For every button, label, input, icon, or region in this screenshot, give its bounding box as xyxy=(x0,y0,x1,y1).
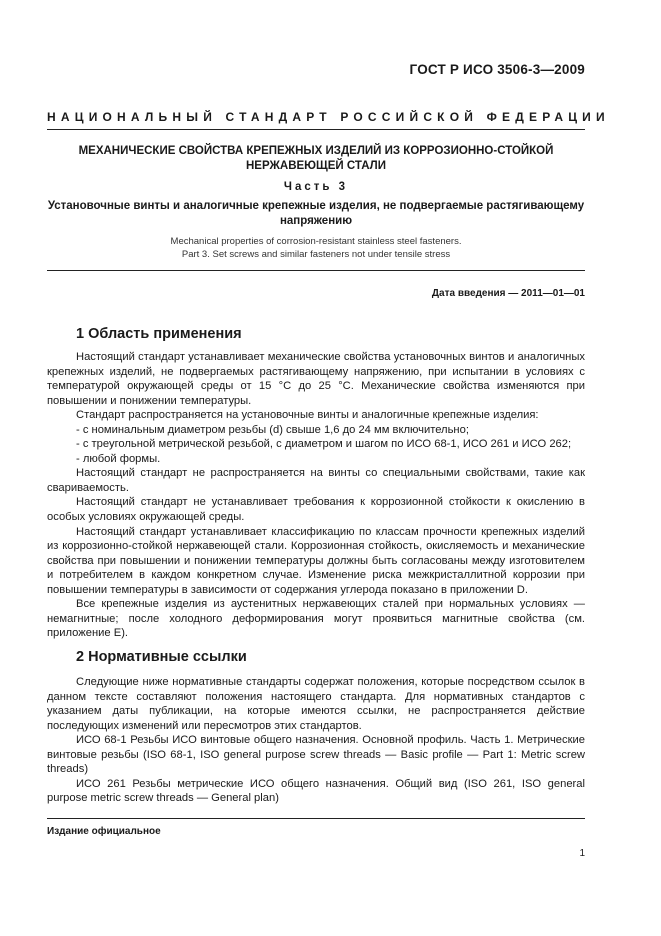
english-title xyxy=(47,235,585,261)
document-subtitle: Установочные винты и аналогичные крепежные изделия, не подвергаемые растягивающему напряжению xyxy=(47,200,585,227)
paragraph: Настоящий стандарт не устанавливает требования к коррозионной стойкости к окислению в особых условиях окружающей среды. xyxy=(47,496,585,524)
page-number: 1 xyxy=(579,848,585,859)
english-title-line-2: Part 3. Set screws and similar fasteners not under tensile stress xyxy=(181,249,451,260)
paragraph: Настоящий стандарт устанавливает классификацию по классам прочности крепежных изделий из коррозионно-стойкой нержавеющей стали. Коррозионная стойкость, окисляемость и механические свойства при повышении и понижении температуры должны быть согласованы между изготовителем и потребителем в каждом конкретном случае. Изменение риска межкристаллитной коррозии при повышении температуры в зависимости от содержания углерода показано в приложении D. xyxy=(47,525,585,596)
official-edition-label: Издание официальное xyxy=(47,826,161,837)
standard-code: ГОСТ Р ИСО 3506-3—2009 xyxy=(409,62,585,77)
part-label: Часть 3 xyxy=(283,181,349,193)
footer-divider xyxy=(47,818,585,819)
document-title: МЕХАНИЧЕСКИЕ СВОЙСТВА КРЕПЕЖНЫХ ИЗДЕЛИЙ ИЗ КОРРОЗИОННО-СТОЙКОЙ НЕРЖАВЕЮЩЕЙ СТАЛИ xyxy=(78,145,554,172)
reference-item: ИСО 68-1 Резьбы ИСО винтовые общего назначения. Основной профиль. Часть 1. Метрические винтовые резьбы (ISO 68-1, ISO general purpose screw threads — Basic profile — Part 1: Metric screw threads) xyxy=(47,734,585,776)
introduction-date: Дата введения — 2011—01—01 xyxy=(431,288,585,299)
list-item: - любой формы. xyxy=(76,452,161,465)
paragraph: Стандарт распространяется на установочные винты и аналогичные крепежные изделия: xyxy=(76,409,539,422)
top-divider xyxy=(47,129,585,130)
paragraph: Следующие ниже нормативные стандарты содержат положения, которые посредством ссылок в данном тексте составляют положения настоящего стандарта. Для нормативных стандартов с указанием даты публикации, на которые имеются ссылки, не распространяется действие последующих изменений или пересмотров этих стандартов. xyxy=(47,676,585,732)
section-2-heading: 2 Нормативные ссылки xyxy=(76,649,247,665)
list-item: - с номинальным диаметром резьбы (d) свыше 1,6 до 24 мм включительно; xyxy=(76,423,469,436)
paragraph: Все крепежные изделия из аустенитных нержавеющих сталей при нормальных условиях — немагнитные; после холодного деформирования могут проявиться магнитные свойства (см. приложение Е). xyxy=(47,598,585,640)
section-2-body xyxy=(47,675,585,806)
english-title-line-1: Mechanical properties of corrosion-resistant stainless steel fasteners. xyxy=(170,236,462,247)
national-standard-banner: НАЦИОНАЛЬНЫЙ СТАНДАРТ РОССИЙСКОЙ ФЕДЕРАЦИИ xyxy=(47,110,610,124)
title-divider xyxy=(47,270,585,271)
section-1-heading: 1 Область применения xyxy=(76,326,242,342)
reference-item: ИСО 261 Резьбы метрические ИСО общего назначения. Общий вид (ISO 261, ISO general purpose metric screw threads — General plan) xyxy=(47,777,585,805)
section-1-body xyxy=(47,350,585,641)
paragraph: Настоящий стандарт не распространяется на винты со специальными свойствами, такие как свариваемость. xyxy=(47,467,585,494)
paragraph: Настоящий стандарт устанавливает механические свойства установочных винтов и аналогичных крепежных изделий, не подвергаемых растягивающему напряжению, при испытании в условиях с температурой окружающей среды от 15 °С до 25 °С. Механические свойства изменяются при повышении и понижении температуры. xyxy=(47,351,585,407)
list-item: - с треугольной метрической резьбой, с диаметром и шагом по ИСО 68-1, ИСО 261 и ИСО 262; xyxy=(76,438,572,451)
